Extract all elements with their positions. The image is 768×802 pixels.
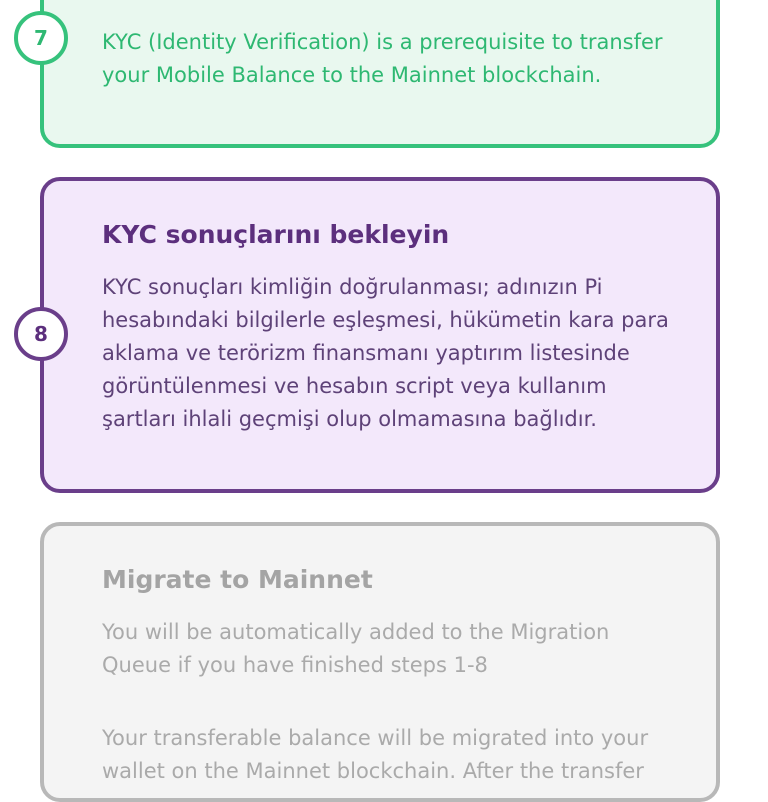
step-8-card — [40, 177, 720, 493]
step-7-number-badge: 7 — [14, 11, 68, 65]
migrate-step-title: Migrate to Mainnet — [102, 565, 373, 594]
step-8-title: KYC sonuçlarını bekleyin — [102, 220, 450, 249]
migrate-step-description-2: Your transferable balance will be migrated into your wallet on the Mainnet blockchain. After the transfer — [102, 726, 649, 783]
step-8-description: KYC sonuçları kimliğin doğrulanması; adınızın Pi hesabındaki bilgilerle eşleşmesi, hükümetin kara para aklama ve terörizm finansmanı yaptırım listesinde görüntülenmesi ve hesabın script veya kullanım şartları ihlali geçmişi olup olmamasına bağlıdır. — [102, 275, 669, 431]
step-8-number-badge: 8 — [14, 307, 68, 361]
step-7-description: KYC (Identity Verification) is a prerequisite to transfer your Mobile Balance to the Mainnet blockchain. — [102, 30, 663, 87]
migrate-step-description: You will be automatically added to the Migration Queue if you have finished steps 1-8 — [102, 620, 610, 677]
migrate-step-card — [40, 522, 720, 802]
step-7-card — [40, 0, 720, 148]
